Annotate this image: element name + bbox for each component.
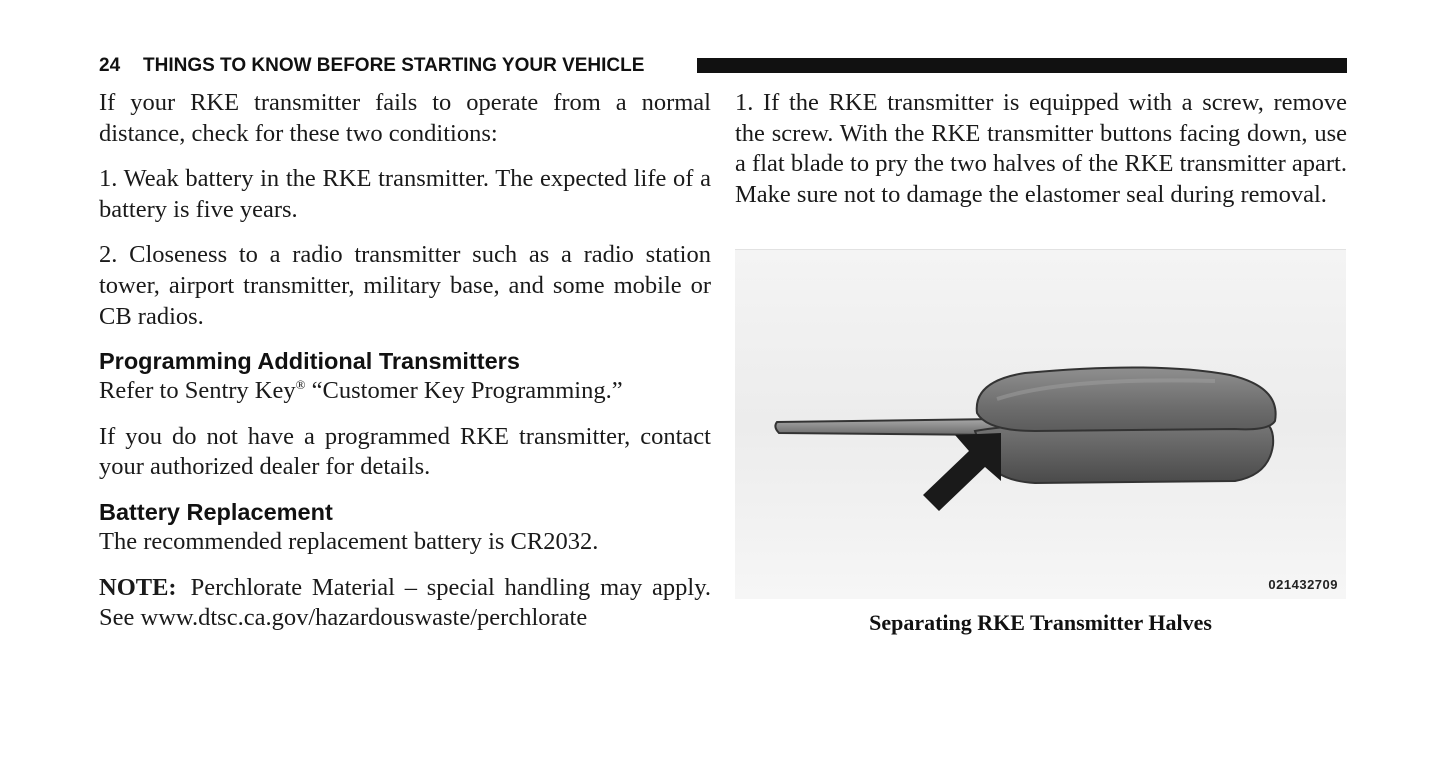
- figure-code: 021432709: [1268, 577, 1338, 592]
- condition-1-paragraph: 1. Weak battery in the RKE transmitter. The expected life of a battery is five years.: [99, 165, 711, 223]
- condition-2-paragraph: 2. Closeness to a radio transmitter such as a radio station tower, airport transmitter, military base, and some mobile or CB radios.: [99, 241, 711, 330]
- programming-heading: Programming Additional Transmitters: [99, 348, 520, 375]
- note-paragraph: [99, 573, 711, 634]
- battery-recommendation: The recommended replacement battery is CR2032.: [99, 527, 599, 555]
- figure-caption: Separating RKE Transmitter Halves: [869, 610, 1212, 635]
- step-1-paragraph: 1. If the RKE transmitter is equipped with a screw, remove the screw. With the RKE transmitter buttons facing down, use a flat blade to pry the two halves of the RKE transmitter apart. Make sure not to damage the elastomer seal during removal.: [735, 89, 1347, 208]
- page-header: [99, 54, 1347, 78]
- note-label: NOTE:: [99, 573, 177, 601]
- rke-transmitter-illustration-icon: [735, 249, 1346, 599]
- dealer-paragraph: If you do not have a programmed RKE transmitter, contact your authorized dealer for details.: [99, 422, 711, 481]
- section-title: THINGS TO KNOW BEFORE STARTING YOUR VEHICLE: [143, 55, 645, 76]
- header-rule: [697, 58, 1347, 73]
- refer-suffix: “Customer Key Programming.”: [305, 377, 623, 405]
- battery-heading: Battery Replacement: [99, 498, 333, 525]
- refer-prefix: Refer to Sentry Key: [99, 377, 296, 405]
- intro-paragraph: If your RKE transmitter fails to operate from a normal distance, check for these two conditions:: [99, 89, 711, 147]
- registered-mark: ®: [295, 377, 306, 393]
- page-number: 24: [99, 55, 121, 76]
- right-column: [735, 88, 1347, 210]
- refer-paragraph: [99, 376, 711, 407]
- left-column: [99, 88, 711, 634]
- note-text: Perchlorate Material – special handling may apply. See www.dtsc.ca.gov/hazardouswaste/perchlorate: [99, 573, 711, 632]
- transmitter-figure: [735, 249, 1346, 599]
